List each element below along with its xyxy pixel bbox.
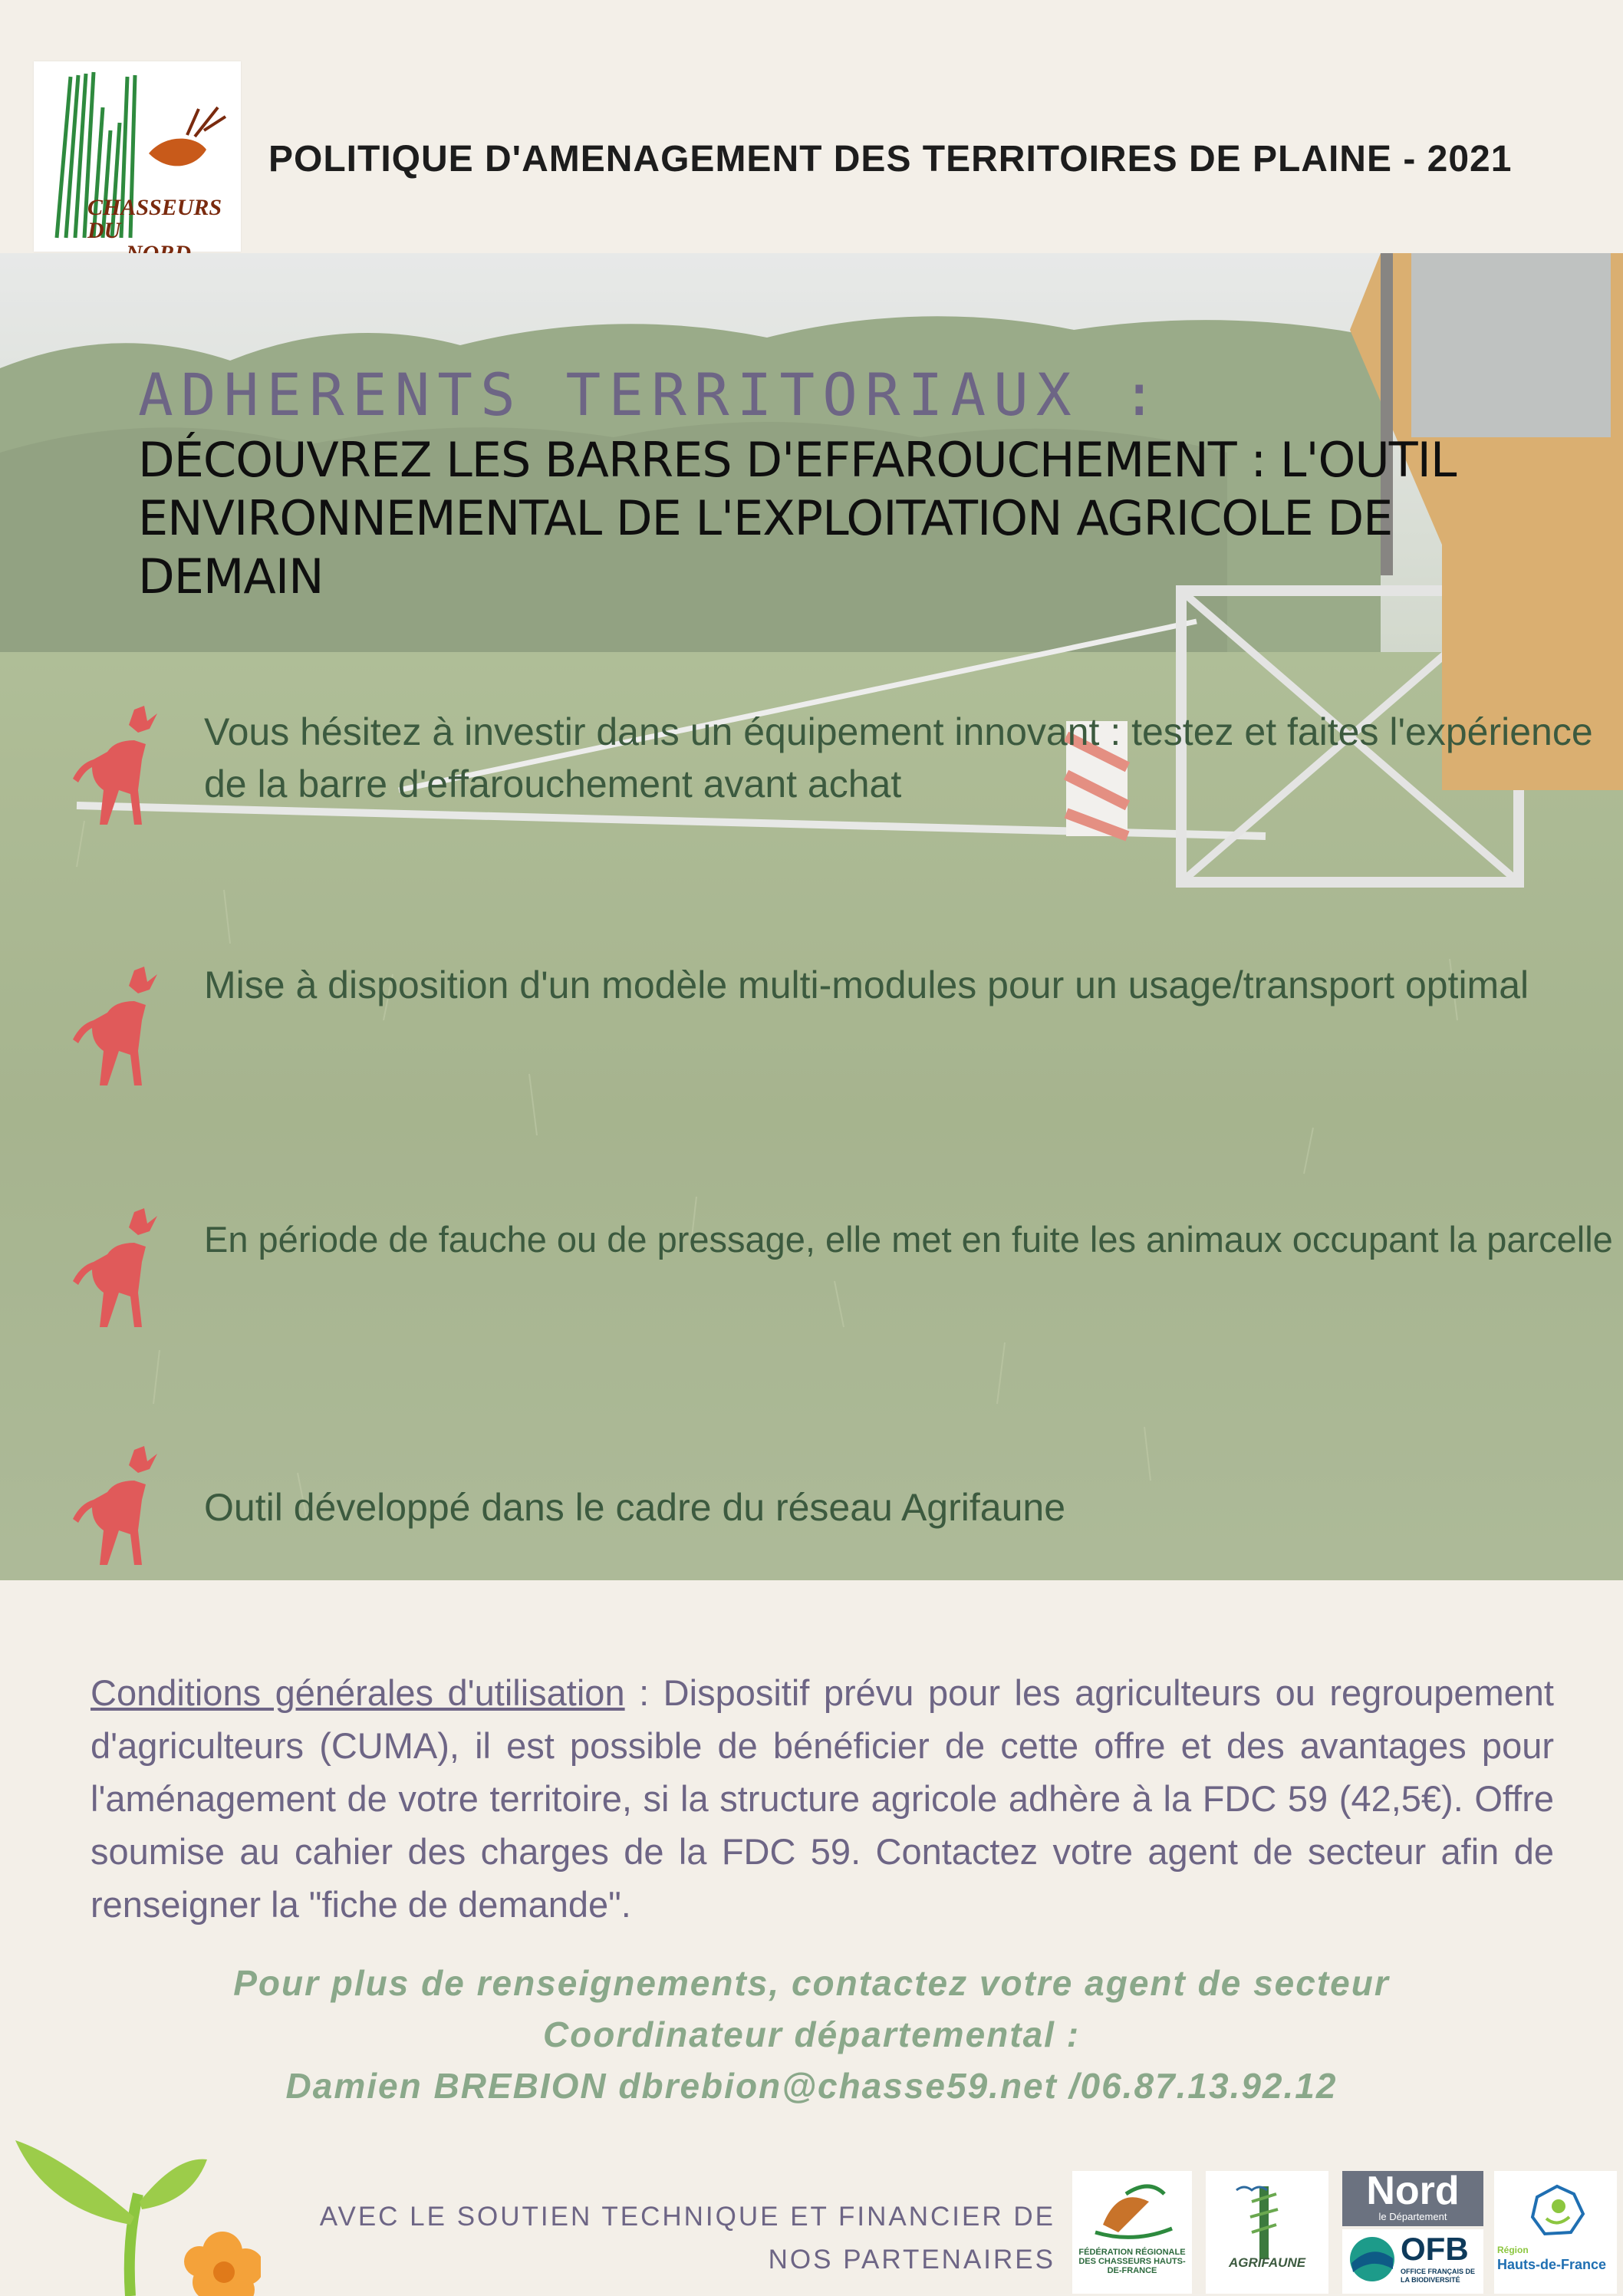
fawn-icon bbox=[61, 959, 176, 1089]
point-text: En période de fauche ou de pressage, elle met en fuite les animaux occupant la parcelle bbox=[204, 1219, 1613, 1260]
agrifaune-logo bbox=[1206, 2171, 1328, 2294]
headline: DÉCOUVREZ LES BARRES D'EFFAROUCHEMENT : L'OUTIL ENVIRONNEMENTAL DE L'EXPLOITATION AGRICOLE DE DEMAIN bbox=[138, 432, 1457, 604]
page-title: POLITIQUE D'AMENAGEMENT DES TERRITOIRES DE PLAINE - 2021 bbox=[268, 139, 1513, 180]
point-text: Outil développé dans le cadre du réseau Agrifaune bbox=[204, 1486, 1065, 1529]
ofb-badge bbox=[1342, 2229, 1483, 2294]
ofb-text: OFB bbox=[1401, 2231, 1469, 2267]
coordinator-contact[interactable]: Damien BREBION dbrebion@chasse59.net /06.87.13.92.12 bbox=[285, 2066, 1338, 2106]
agrifaune-emblem bbox=[1206, 2171, 1328, 2263]
support-line: AVEC LE SOUTIEN TECHNIQUE ET FINANCIER DE bbox=[319, 2202, 1055, 2232]
hero-photo-section bbox=[0, 253, 1623, 1580]
frc-hdf-logo bbox=[1072, 2171, 1192, 2294]
point-text: Vous hésitez à investir dans un équipement innovant : testez et faites l'expérience de la barre d'effarouchement avant achat bbox=[204, 710, 1593, 805]
nord-department-badge bbox=[1342, 2171, 1483, 2226]
ofb-subtext: OFFICE FRANÇAIS DE LA BIODIVERSITÉ bbox=[1401, 2268, 1476, 2284]
nord-text: Nord bbox=[1366, 2169, 1460, 2213]
nord-ofb-logo bbox=[1342, 2171, 1483, 2294]
chasseurs-du-nord-logo bbox=[34, 61, 241, 252]
region-hdf-logo bbox=[1494, 2171, 1617, 2294]
frc-emblem bbox=[1072, 2171, 1192, 2248]
conditions-label: Conditions générales d'utilisation bbox=[91, 1672, 625, 1713]
region-map-emblem bbox=[1528, 2183, 1586, 2237]
agrifaune-text: AGRIFAUNE bbox=[1228, 2255, 1306, 2270]
plant-flower-decoration bbox=[15, 2125, 261, 2296]
fawn-icon bbox=[61, 1438, 176, 1569]
fawn-icon bbox=[61, 1201, 176, 1331]
kicker-heading: ADHERENTS TERRITORIAUX : bbox=[138, 361, 1165, 429]
contact-line: Pour plus de renseignements, contactez votre agent de secteur bbox=[233, 1963, 1390, 2003]
point-text: Mise à disposition d'un modèle multi-modules pour un usage/transport optimal bbox=[204, 964, 1529, 1006]
coordinator-label: Coordinateur départemental : bbox=[542, 2014, 1081, 2054]
region-text: Hauts-de-France bbox=[1497, 2257, 1607, 2272]
conditions-text: : Dispositif prévu pour les agriculteurs ou regroupement d'agriculteurs (CUMA), il est possible de bénéficier de cette offre et des avantages pour l'aménagement de votre territoire, si la structure agricole adhère à la FDC 59 (42,5€). Offre soumise au cahier des charges de la FDC 59. Contactez votre agent de secteur afin de renseigner la "fiche de demande". bbox=[91, 1672, 1554, 1925]
fawn-icon bbox=[61, 698, 176, 828]
region-small-text: Région bbox=[1497, 2245, 1529, 2255]
nord-subtext: le Département bbox=[1378, 2211, 1447, 2222]
support-statement bbox=[320, 2196, 1055, 2281]
logo-text: CHASSEURS DU bbox=[87, 195, 222, 243]
page-header bbox=[0, 0, 1623, 253]
support-line: NOS PARTENAIRES bbox=[768, 2245, 1055, 2275]
ofb-emblem bbox=[1348, 2235, 1396, 2283]
frc-text: FÉDÉRATION RÉGIONALE DES CHASSEURS HAUTS-DE-FRANCE bbox=[1078, 2248, 1186, 2275]
conditions-paragraph bbox=[91, 1666, 1554, 1931]
